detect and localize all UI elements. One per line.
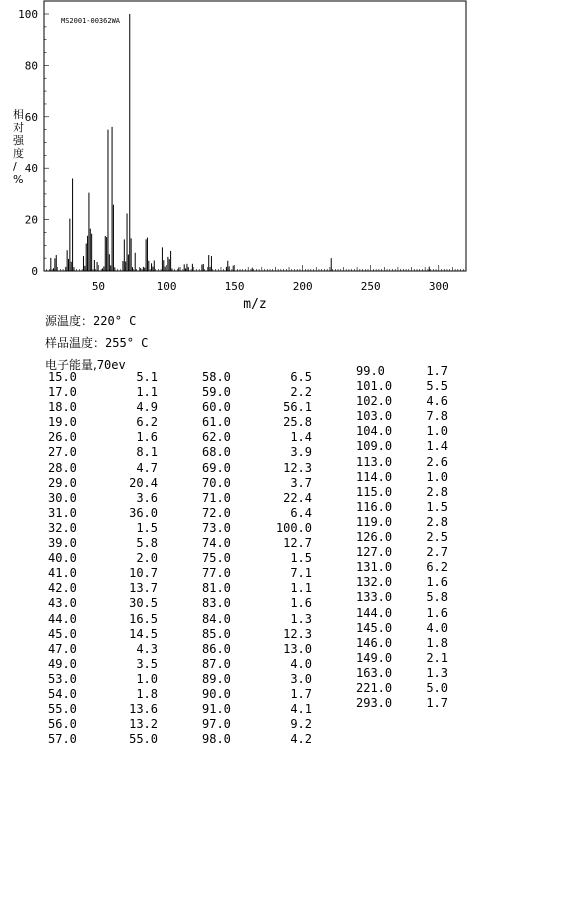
table-row (202, 491, 314, 506)
mz-value: 17.0 (48, 385, 77, 400)
abundance-value: 4.0 (426, 620, 448, 635)
mz-value: 97.0 (202, 717, 231, 732)
mz-value: 73.0 (202, 520, 231, 535)
mz-value: 31.0 (48, 505, 77, 520)
abundance-value: 1.8 (426, 635, 448, 650)
table-row (202, 612, 314, 627)
x-tick-label: 100 (156, 280, 177, 293)
abundance-value: 2.8 (426, 514, 448, 529)
table-row (356, 500, 450, 515)
table-row (202, 415, 314, 430)
abundance-value: 1.8 (136, 686, 158, 701)
table-row (356, 485, 450, 500)
mz-value: 84.0 (202, 611, 231, 626)
abundance-value: 36.0 (129, 505, 158, 520)
table-row (48, 627, 160, 642)
mz-value: 56.0 (48, 717, 77, 732)
y-tick-label: 40 (24, 162, 38, 176)
table-row (202, 642, 314, 657)
table-row (202, 551, 314, 566)
abundance-value: 3.0 (290, 671, 312, 686)
abundance-value: 5.0 (426, 680, 448, 695)
source-temperature-value: 220° C (93, 314, 137, 328)
abundance-value: 1.5 (426, 499, 448, 514)
mz-value: 47.0 (48, 641, 77, 656)
mz-value: 145.0 (356, 620, 393, 635)
source-temperature (45, 312, 136, 329)
mz-value: 44.0 (48, 611, 77, 626)
y-tick-label: 80 (24, 59, 38, 73)
abundance-value: 5.1 (136, 370, 158, 384)
table-row (202, 506, 314, 521)
abundance-value: 7.8 (426, 409, 448, 424)
abundance-value: 10.7 (129, 566, 158, 581)
mz-value: 119.0 (356, 514, 393, 529)
mz-value: 41.0 (48, 566, 77, 581)
table-row (202, 476, 314, 491)
mz-value: 99.0 (356, 364, 385, 378)
abundance-value: 13.7 (129, 581, 158, 596)
x-tick-label: 250 (360, 280, 381, 293)
mz-value: 146.0 (356, 635, 393, 650)
abundance-value: 16.5 (129, 611, 158, 626)
table-row (48, 612, 160, 627)
abundance-value: 4.3 (136, 641, 158, 656)
mz-value: 69.0 (202, 460, 231, 475)
table-row (356, 455, 450, 470)
table-row (48, 551, 160, 566)
mz-value: 40.0 (48, 551, 77, 566)
peak-table-column (356, 364, 450, 711)
mz-value: 89.0 (202, 671, 231, 686)
y-axis-label: 相对强度/ % (13, 108, 24, 186)
table-row (202, 400, 314, 415)
mz-value: 29.0 (48, 475, 77, 490)
table-row (202, 461, 314, 476)
table-row (356, 424, 450, 439)
table-row (48, 370, 160, 385)
abundance-value: 1.1 (290, 581, 312, 596)
mz-value: 127.0 (356, 545, 393, 560)
table-row (48, 430, 160, 445)
abundance-value: 2.8 (426, 484, 448, 499)
abundance-value: 2.6 (426, 454, 448, 469)
abundance-value: 1.4 (426, 439, 448, 454)
table-row (48, 566, 160, 581)
table-row (202, 672, 314, 687)
mz-value: 39.0 (48, 536, 77, 551)
table-row (48, 506, 160, 521)
mz-value: 18.0 (48, 400, 77, 415)
abundance-value: 4.2 (290, 732, 312, 747)
abundance-value: 1.3 (290, 611, 312, 626)
abundance-value: 2.1 (426, 650, 448, 665)
abundance-value: 1.6 (426, 575, 448, 590)
y-tick-label: 20 (24, 213, 38, 227)
table-row (202, 385, 314, 400)
mz-value: 70.0 (202, 475, 231, 490)
abundance-value: 12.3 (283, 626, 312, 641)
mz-value: 49.0 (48, 656, 77, 671)
mz-value: 68.0 (202, 445, 231, 460)
x-tick-label: 50 (91, 280, 106, 293)
mz-value: 98.0 (202, 732, 231, 747)
abundance-value: 9.2 (290, 717, 312, 732)
table-row (356, 636, 450, 651)
mz-value: 87.0 (202, 656, 231, 671)
table-row (48, 732, 160, 747)
abundance-value: 4.6 (426, 394, 448, 409)
mz-value: 77.0 (202, 566, 231, 581)
abundance-value: 1.5 (136, 520, 158, 535)
spectrum-peaks (51, 14, 429, 271)
x-tick-label: 200 (292, 280, 313, 293)
abundance-value: 55.0 (129, 732, 158, 747)
table-row (48, 657, 160, 672)
table-row (202, 581, 314, 596)
abundance-value: 25.8 (283, 415, 312, 430)
table-row (48, 642, 160, 657)
abundance-value: 1.0 (426, 469, 448, 484)
table-row (48, 415, 160, 430)
table-row (356, 439, 450, 454)
abundance-value: 1.3 (426, 665, 448, 680)
mz-value: 32.0 (48, 520, 77, 535)
table-row (48, 461, 160, 476)
abundance-value: 56.1 (283, 400, 312, 415)
abundance-value: 13.2 (129, 717, 158, 732)
abundance-value: 4.9 (136, 400, 158, 415)
abundance-value: 20.4 (129, 475, 158, 490)
abundance-value: 14.5 (129, 626, 158, 641)
peak-table-column (202, 370, 314, 747)
table-row (48, 702, 160, 717)
spectrum-id: MS2001-00362WA (61, 17, 121, 25)
abundance-value: 6.5 (290, 370, 312, 384)
plot-frame (44, 1, 466, 271)
table-row (356, 394, 450, 409)
table-row (202, 430, 314, 445)
mz-value: 43.0 (48, 596, 77, 611)
mz-value: 109.0 (356, 439, 393, 454)
mz-value: 45.0 (48, 626, 77, 641)
y-tick-label: 0 (31, 265, 38, 278)
mz-value: 113.0 (356, 454, 393, 469)
mz-value: 27.0 (48, 445, 77, 460)
axis-ticks (44, 14, 463, 271)
mz-value: 30.0 (48, 490, 77, 505)
abundance-value: 1.5 (290, 551, 312, 566)
abundance-value: 100.0 (275, 520, 312, 535)
mz-value: 101.0 (356, 379, 393, 394)
source-temperature-label: 源温度： (45, 314, 94, 328)
abundance-value: 3.5 (136, 656, 158, 671)
abundance-value: 6.2 (426, 560, 448, 575)
mz-value: 104.0 (356, 424, 393, 439)
abundance-value: 1.6 (426, 605, 448, 620)
sample-temperature-label: 样品温度： (45, 336, 106, 350)
mz-value: 61.0 (202, 415, 231, 430)
abundance-value: 1.4 (290, 430, 312, 445)
table-row (48, 521, 160, 536)
table-row (202, 370, 314, 385)
abundance-value: 2.7 (426, 545, 448, 560)
table-row (48, 687, 160, 702)
table-row (202, 717, 314, 732)
table-row (356, 575, 450, 590)
table-row (48, 385, 160, 400)
mz-value: 53.0 (48, 671, 77, 686)
table-row (356, 470, 450, 485)
abundance-value: 1.0 (136, 671, 158, 686)
axis-labels (13, 8, 449, 312)
abundance-value: 1.0 (426, 424, 448, 439)
table-row (356, 681, 450, 696)
table-row (48, 476, 160, 491)
mz-value: 57.0 (48, 732, 77, 747)
abundance-value: 1.7 (426, 696, 448, 711)
mz-value: 85.0 (202, 626, 231, 641)
mz-value: 26.0 (48, 430, 77, 445)
abundance-value: 7.1 (290, 566, 312, 581)
mz-value: 131.0 (356, 560, 393, 575)
sample-temperature-value: 255° C (105, 336, 149, 350)
mz-value: 103.0 (356, 409, 393, 424)
y-tick-label: 100 (18, 8, 38, 21)
table-row (356, 621, 450, 636)
abundance-value: 4.1 (290, 702, 312, 717)
table-row (202, 445, 314, 460)
mz-value: 221.0 (356, 680, 393, 695)
table-row (356, 530, 450, 545)
table-row (202, 566, 314, 581)
table-row (356, 590, 450, 605)
table-row (202, 521, 314, 536)
mz-value: 28.0 (48, 460, 77, 475)
table-row (356, 545, 450, 560)
abundance-value: 3.9 (290, 445, 312, 460)
table-row (202, 657, 314, 672)
abundance-value: 6.4 (290, 505, 312, 520)
abundance-value: 12.7 (283, 536, 312, 551)
mz-value: 71.0 (202, 490, 231, 505)
x-tick-label: 150 (224, 280, 245, 293)
abundance-value: 2.5 (426, 530, 448, 545)
abundance-value: 1.7 (290, 686, 312, 701)
table-row (356, 364, 450, 379)
mz-value: 58.0 (202, 370, 231, 384)
table-row (48, 596, 160, 611)
mz-value: 81.0 (202, 581, 231, 596)
mz-value: 293.0 (356, 696, 393, 711)
abundance-value: 1.6 (136, 430, 158, 445)
x-tick-label: 300 (428, 280, 449, 293)
abundance-value: 1.7 (426, 364, 448, 378)
abundance-value: 2.2 (290, 385, 312, 400)
table-row (202, 627, 314, 642)
abundance-value: 1.6 (290, 596, 312, 611)
abundance-value: 1.1 (136, 385, 158, 400)
table-row (48, 491, 160, 506)
table-row (48, 536, 160, 551)
mz-value: 42.0 (48, 581, 77, 596)
table-row (356, 515, 450, 530)
sample-temperature (45, 334, 148, 351)
mz-value: 115.0 (356, 484, 393, 499)
abundance-value: 8.1 (136, 445, 158, 460)
abundance-value: 5.8 (136, 536, 158, 551)
y-tick-label: 60 (24, 110, 38, 124)
table-row (202, 732, 314, 747)
mz-value: 72.0 (202, 505, 231, 520)
table-row (48, 672, 160, 687)
abundance-value: 6.2 (136, 415, 158, 430)
mz-value: 60.0 (202, 400, 231, 415)
abundance-value: 22.4 (283, 490, 312, 505)
x-axis-label: m/z (243, 297, 267, 312)
abundance-value: 13.0 (283, 641, 312, 656)
mz-value: 15.0 (48, 370, 77, 384)
mz-value: 102.0 (356, 394, 393, 409)
mz-value: 144.0 (356, 605, 393, 620)
mz-value: 90.0 (202, 686, 231, 701)
mz-value: 62.0 (202, 430, 231, 445)
abundance-value: 3.7 (290, 475, 312, 490)
table-row (48, 445, 160, 460)
mz-value: 114.0 (356, 469, 393, 484)
mz-value: 75.0 (202, 551, 231, 566)
table-row (356, 666, 450, 681)
electron-energy-label: 电子能量, (45, 358, 97, 372)
table-row (356, 606, 450, 621)
mz-value: 19.0 (48, 415, 77, 430)
abundance-value: 4.0 (290, 656, 312, 671)
table-row (356, 560, 450, 575)
mz-value: 149.0 (356, 650, 393, 665)
mz-value: 54.0 (48, 686, 77, 701)
mz-value: 133.0 (356, 590, 393, 605)
table-row (202, 536, 314, 551)
table-row (356, 651, 450, 666)
mz-value: 83.0 (202, 596, 231, 611)
mz-value: 163.0 (356, 665, 393, 680)
mz-value: 116.0 (356, 499, 393, 514)
mz-value: 86.0 (202, 641, 231, 656)
peak-table-column (48, 370, 160, 747)
mz-value: 91.0 (202, 702, 231, 717)
table-row (48, 581, 160, 596)
mass-spectrum-chart (0, 0, 570, 312)
table-row (356, 696, 450, 711)
table-row (202, 702, 314, 717)
mz-value: 55.0 (48, 702, 77, 717)
table-row (48, 717, 160, 732)
abundance-value: 5.8 (426, 590, 448, 605)
table-row (202, 687, 314, 702)
abundance-value: 2.0 (136, 551, 158, 566)
mz-value: 132.0 (356, 575, 393, 590)
abundance-value: 5.5 (426, 379, 448, 394)
abundance-value: 13.6 (129, 702, 158, 717)
abundance-value: 30.5 (129, 596, 158, 611)
table-row (356, 409, 450, 424)
abundance-value: 4.7 (136, 460, 158, 475)
mz-value: 126.0 (356, 530, 393, 545)
table-row (356, 379, 450, 394)
mz-value: 59.0 (202, 385, 231, 400)
electron-energy-value: 70ev (96, 358, 126, 372)
table-row (48, 400, 160, 415)
table-row (202, 596, 314, 611)
abundance-value: 12.3 (283, 460, 312, 475)
abundance-value: 3.6 (136, 490, 158, 505)
mz-value: 74.0 (202, 536, 231, 551)
